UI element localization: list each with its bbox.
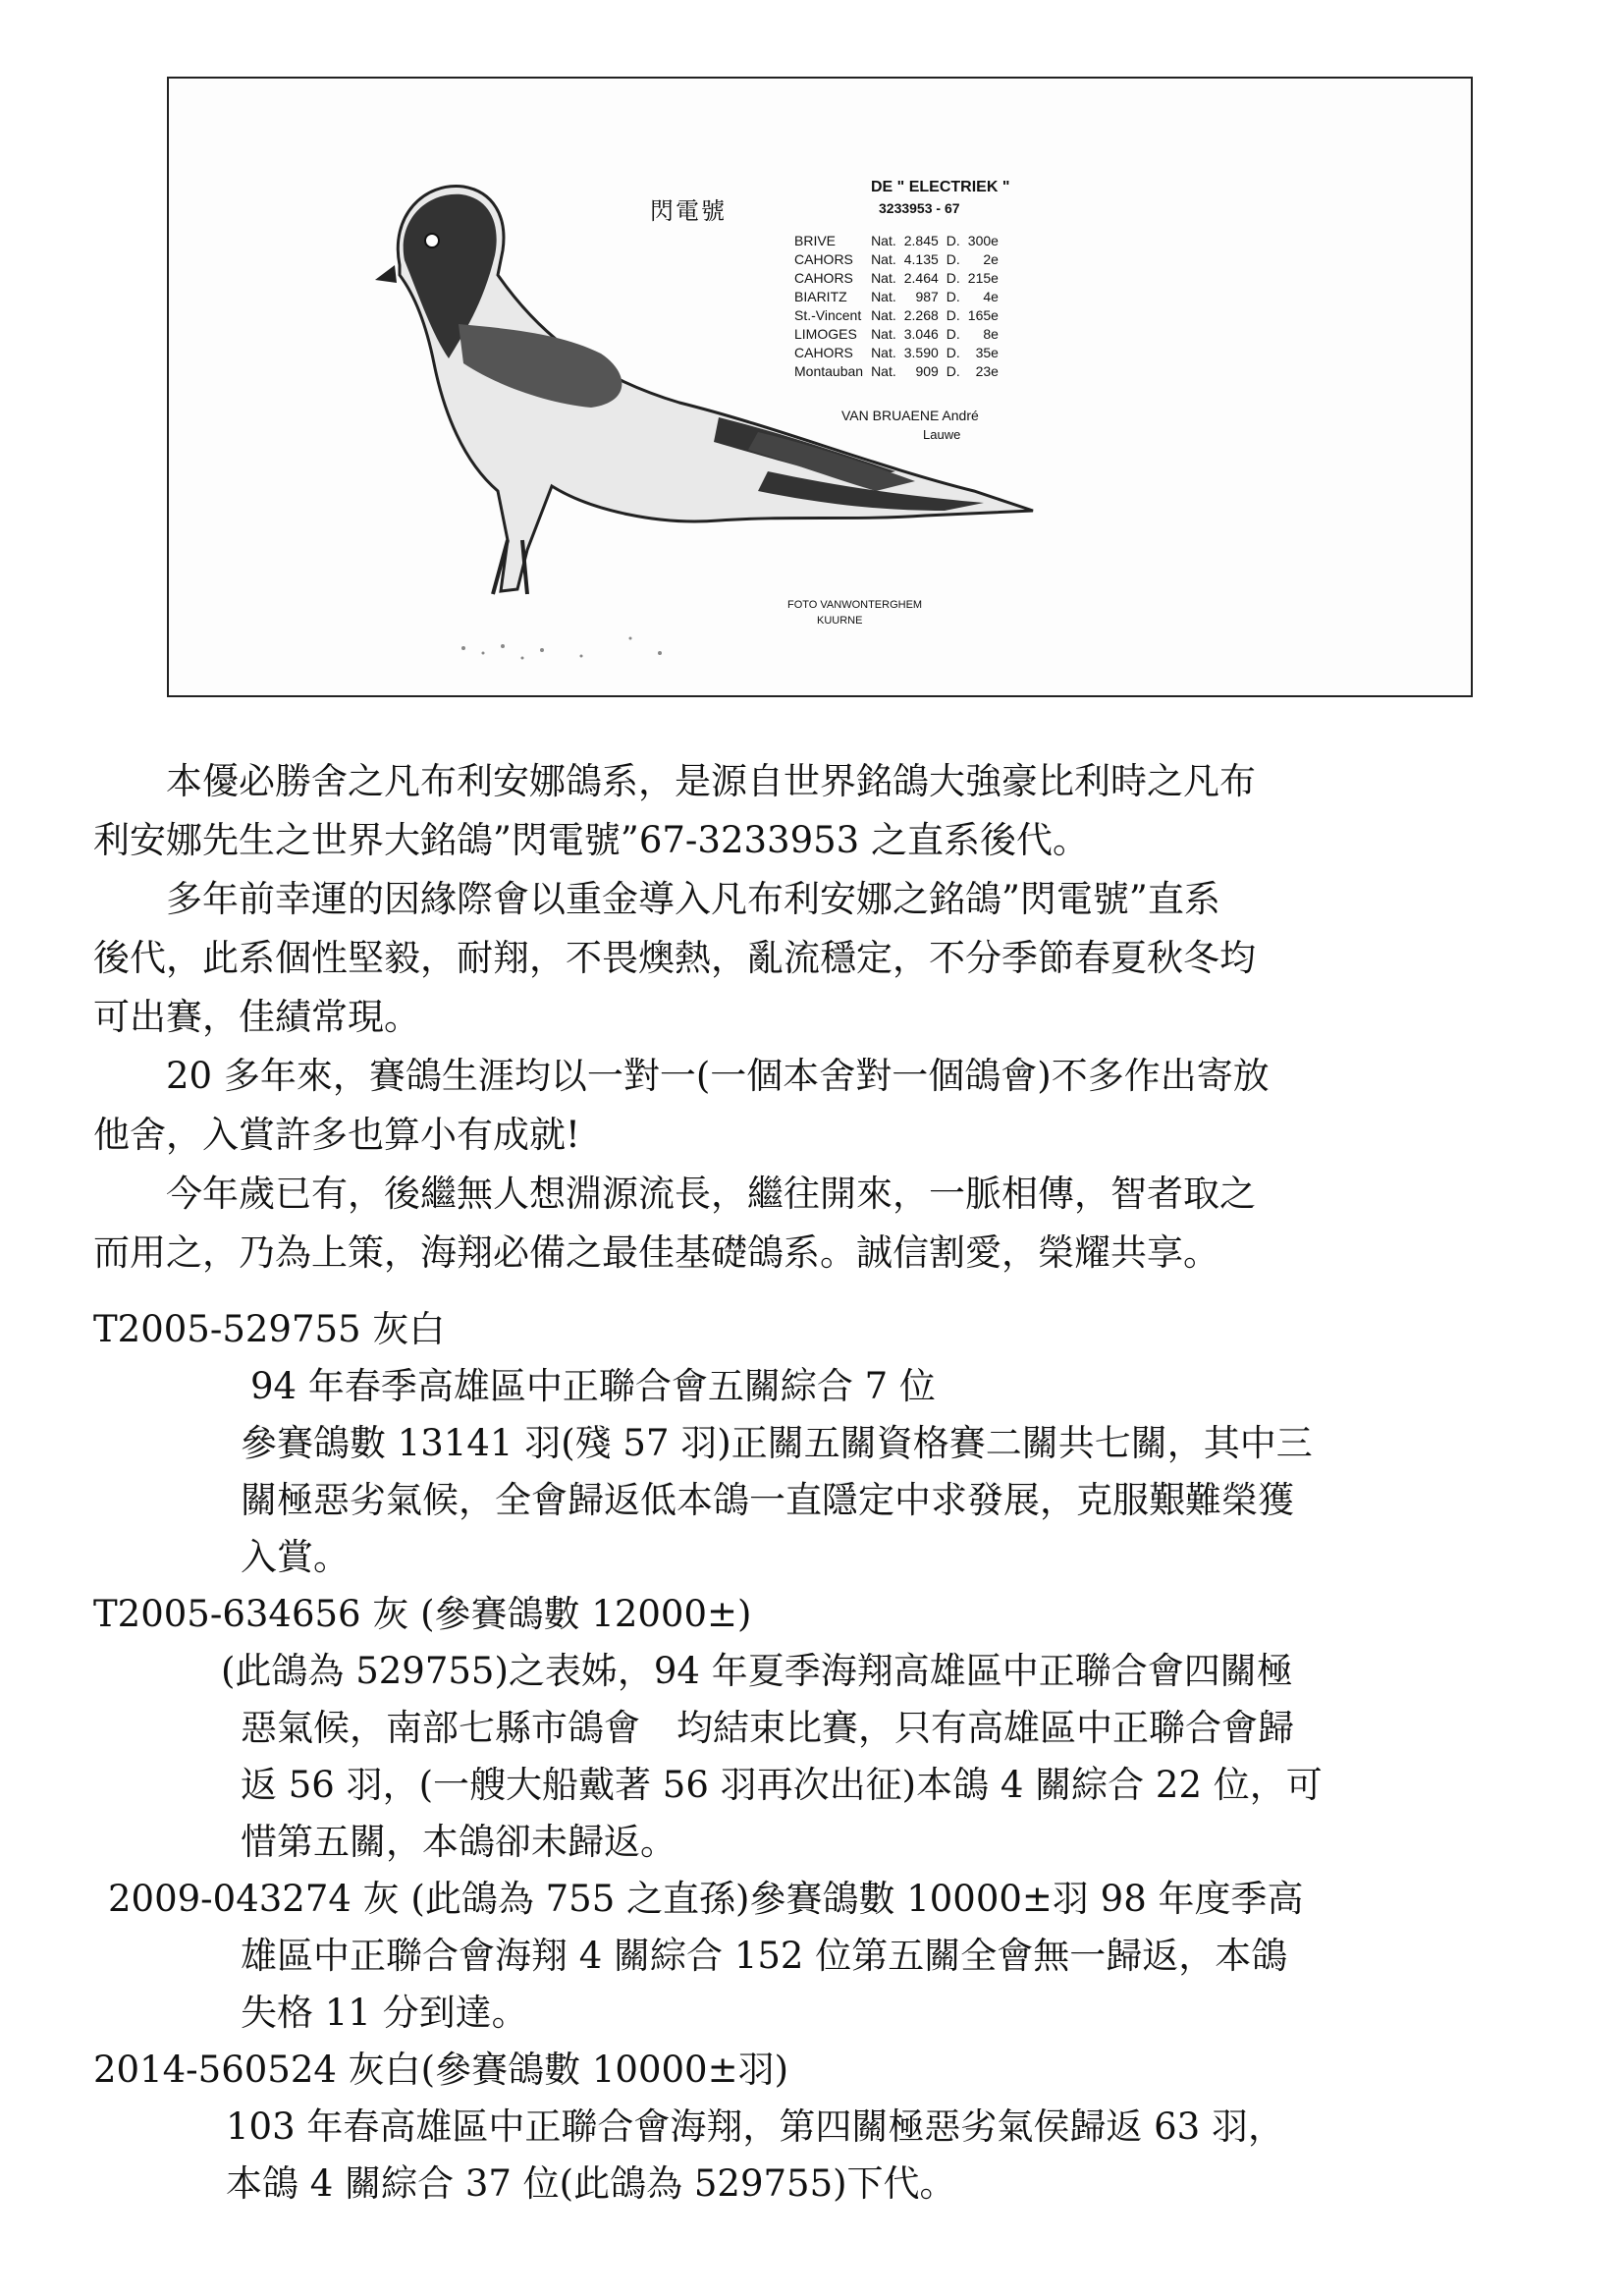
record-line: 參賽鴿數 13141 羽(殘 57 羽)正關五關資格賽二關共七關，其中三 xyxy=(241,1422,1313,1464)
record-heading: T2005-529755 灰白 xyxy=(93,1308,446,1350)
record-line: 失格 11 分到達。 xyxy=(241,1992,528,2034)
race-entries: 3.046 xyxy=(903,325,939,342)
race-place: 165e xyxy=(967,306,999,323)
record-heading: 2009-043274 灰 (此鴿為 755 之直孫)參賽鴿數 10000±羽 98 年度季高 xyxy=(108,1878,1304,1920)
record-line: (此鴿為 529755)之表姊，94 年夏季海翔高雄區中正聯合會四關極 xyxy=(221,1650,1293,1692)
race-result-row xyxy=(794,343,1006,361)
race-entries: 2.845 xyxy=(903,232,939,248)
record-line: 本鴿 4 關綜合 37 位(此鴿為 529755)下代。 xyxy=(226,2162,956,2205)
record-line: 103 年春高雄區中正聯合會海翔，第四關極惡劣氣侯歸返 63 羽， xyxy=(226,2105,1284,2148)
race-division: D. xyxy=(946,250,960,267)
race-entries: 2.464 xyxy=(903,269,939,286)
race-entries: 2.268 xyxy=(903,306,939,323)
owner-name: VAN BRUAENE André xyxy=(841,408,979,423)
record-heading: T2005-634656 灰 (參賽鴿數 12000±) xyxy=(93,1593,752,1635)
race-result-row xyxy=(794,231,1006,249)
race-place: 23e xyxy=(975,362,999,379)
photo-credit: FOTO VANWONTERGHEM xyxy=(787,599,923,611)
race-place: 2e xyxy=(983,250,999,267)
race-place: 4e xyxy=(983,288,999,304)
pigeon-chinese-name: 閃電號 xyxy=(650,197,727,225)
race-result-row xyxy=(794,324,1006,343)
record-line: 惡氣候，南部七縣市鴿會 均結束比賽，只有高雄區中正聯合會歸 xyxy=(241,1707,1294,1749)
record-line: 關極惡劣氣候，全會歸返低本鴿一直隱定中求發展，克服艱難榮獲 xyxy=(241,1479,1294,1521)
race-result-row xyxy=(794,268,1006,287)
race-level: Nat. xyxy=(871,232,896,248)
intro-line: 後代，此系個性堅毅，耐翔，不畏燠熱，亂流穩定，不分季節春夏秋冬均 xyxy=(93,937,1256,979)
race-level: Nat. xyxy=(871,325,896,342)
intro-line: 本優必勝舍之凡布利安娜鴿系，是源自世界銘鴿大強豪比利時之凡布 xyxy=(93,760,1256,802)
race-level: Nat. xyxy=(871,306,896,323)
race-level: Nat. xyxy=(871,269,896,286)
race-name: Montauban xyxy=(794,362,864,379)
race-result-row xyxy=(794,287,1006,305)
race-name: CAHORS xyxy=(794,344,853,360)
pigeon-records xyxy=(93,1301,1323,2213)
intro-line: 可出賽，佳績常現。 xyxy=(93,996,420,1038)
race-division: D. xyxy=(946,232,960,248)
record-line: 入賞。 xyxy=(241,1536,350,1578)
race-result-row xyxy=(794,305,1006,324)
race-division: D. xyxy=(946,306,960,323)
intro-line: 利安娜先生之世界大銘鴿”閃電號”67-3233953 之直系後代。 xyxy=(93,819,1089,861)
race-result-row xyxy=(794,249,1006,268)
intro-line: 而用之，乃為上策，海翔必備之最佳基礎鴿系。誠信割愛，榮耀共享。 xyxy=(93,1231,1219,1274)
race-division: D. xyxy=(946,269,960,286)
race-level: Nat. xyxy=(871,344,896,360)
race-entries: 987 xyxy=(915,288,939,304)
race-name: CAHORS xyxy=(794,269,853,286)
race-entries: 3.590 xyxy=(903,344,939,360)
record-line: 返 56 羽，(一艘大船戴著 56 羽再次出征)本鴿 4 關綜合 22 位，可 xyxy=(241,1764,1323,1806)
race-division: D. xyxy=(946,325,960,342)
race-name: BIARITZ xyxy=(794,288,847,304)
race-name: CAHORS xyxy=(794,250,853,267)
race-level: Nat. xyxy=(871,362,896,379)
race-division: D. xyxy=(946,288,960,304)
race-division: D. xyxy=(946,362,960,379)
record-heading: 2014-560524 灰白(參賽鴿數 10000±羽) xyxy=(93,2049,789,2091)
race-place: 300e xyxy=(967,232,999,248)
record-line: 惜第五關，本鴿卻未歸返。 xyxy=(241,1821,676,1863)
intro-line: 他舍，入賞許多也算小有成就! xyxy=(93,1114,580,1156)
record-line: 雄區中正聯合會海翔 4 關綜合 152 位第五關全會無一歸返，本鴿 xyxy=(241,1935,1288,1977)
race-place: 215e xyxy=(967,269,999,286)
race-entries: 4.135 xyxy=(903,250,939,267)
pigeon-name: DE " ELECTRIEK " xyxy=(871,179,1010,195)
race-entries: 909 xyxy=(915,362,939,379)
ring-number: 3233953 - 67 xyxy=(879,200,960,216)
record-line: 94 年春季高雄區中正聯合會五關綜合 7 位 xyxy=(250,1365,936,1407)
owner-locality: Lauwe xyxy=(923,427,961,442)
intro-line: 多年前幸運的因緣際會以重金導入凡布利安娜之銘鴿”閃電號”直系 xyxy=(93,878,1220,920)
intro-line: 20 多年來，賽鴿生涯均以一對一(一個本舍對一個鴿會)不多作出寄放 xyxy=(93,1055,1270,1097)
race-result-row xyxy=(794,361,1006,380)
race-level: Nat. xyxy=(871,250,896,267)
race-results-table xyxy=(794,231,1006,380)
race-name: LIMOGES xyxy=(794,325,857,342)
race-level: Nat. xyxy=(871,288,896,304)
race-division: D. xyxy=(946,344,960,360)
photo-credit-town: KUURNE xyxy=(817,615,863,627)
race-place: 8e xyxy=(983,325,999,342)
race-name: BRIVE xyxy=(794,232,837,248)
intro-text xyxy=(93,752,1270,1283)
intro-line: 今年歲已有，後繼無人想淵源流長，繼往開來，一脈相傳，智者取之 xyxy=(93,1173,1256,1215)
race-place: 35e xyxy=(975,344,999,360)
pigeon-photo xyxy=(167,77,1473,697)
race-name: St.-Vincent xyxy=(794,306,862,323)
